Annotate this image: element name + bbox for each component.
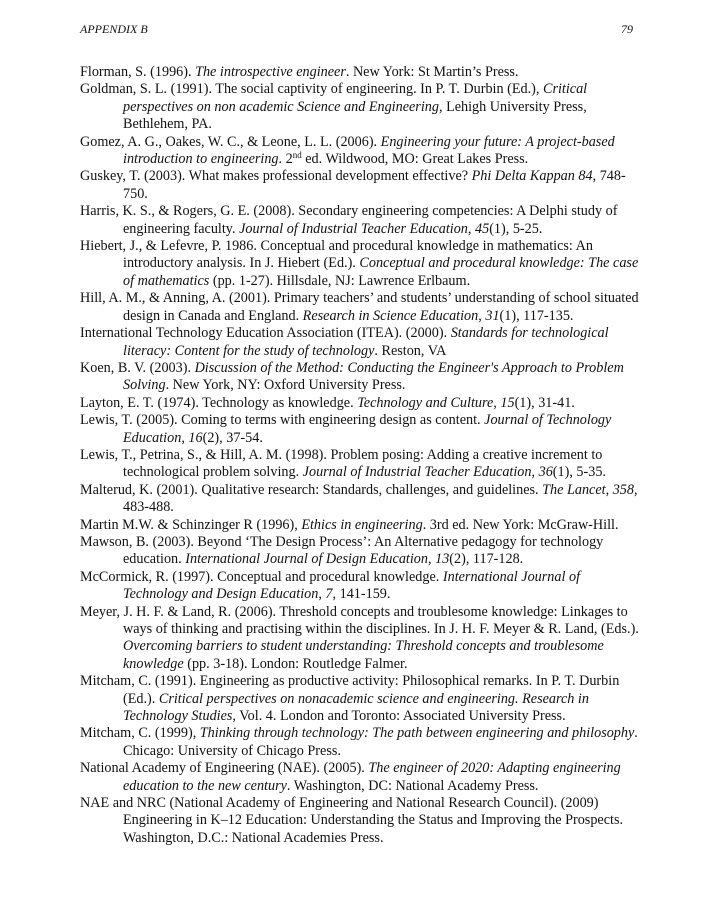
reference-italic: Critical perspectives on nonacademic science and engineering. Research in Technology Studies (123, 690, 589, 725)
reference-text: Mitcham, C. (1999), (80, 725, 200, 742)
reference-text: , 483-488. (123, 481, 638, 516)
reference-text: (pp. 3-18). London: Routledge Falmer. (183, 655, 408, 672)
reference-entry (80, 447, 640, 482)
reference-text: Malterud, K. (2001). Qualitative research: Standards, challenges, and guidelines. (80, 481, 543, 498)
reference-text: , (493, 394, 501, 411)
reference-text: Goldman, S. L. (1991). The social captivity of engineering. In P. T. Durbin (Ed.), (80, 81, 543, 98)
reference-text: Harris, K. S., & Rogers, G. E. (2008). Secondary engineering competencies: A Delphi study of engineering faculty. (80, 203, 618, 237)
reference-entry (80, 64, 640, 81)
reference-text: Hiebert, J., & Lefevre, P. 1986. Conceptual and procedural knowledge in mathematics: An introductory analysis. In J. Hiebert (Ed.). (80, 238, 593, 272)
reference-text: , 748-750. (123, 168, 626, 202)
reference-text: . New York, NY: Oxford University Press. (165, 377, 406, 394)
reference-entry (80, 81, 640, 133)
reference-text: . Reston, VA (374, 342, 447, 359)
reference-superscript: nd (292, 150, 302, 161)
reference-text: , Lehigh University Press, Bethlehem, PA. (123, 98, 587, 133)
reference-text: Meyer, J. H. F. & Land, R. (2006). Threshold concepts and troublesome knowledge: Linkages to ways of thinking and practising within the disciplines. In J. H. F. Meyer & R. Land, (Eds.). (80, 603, 639, 637)
reference-italic: Technology and Culture (357, 394, 494, 411)
reference-entry (80, 395, 640, 412)
reference-text: , (531, 464, 539, 481)
reference-text: , (428, 551, 436, 568)
reference-text: , (318, 586, 326, 603)
reference-text: McCormick, R. (1997). Conceptual and procedural knowledge. (80, 568, 443, 585)
reference-text: Lewis, T. (2005). Coming to terms with engineering design as content. (80, 412, 485, 429)
reference-italic: Journal of Industrial Teacher Education (302, 464, 532, 481)
reference-text: . Chicago: University of Chicago Press. (123, 725, 638, 759)
reference-entry (80, 673, 640, 725)
reference-text: (2), 117-128. (449, 551, 524, 568)
reference-entry (80, 412, 640, 447)
reference-text: Martin M.W. & Schinzinger R (1996), (80, 516, 302, 533)
reference-text: , (467, 220, 475, 237)
reference-italic: 7 (325, 586, 333, 603)
reference-italic: Discussion of the Method: Conducting the Engineer's Approach to Problem Solving (123, 359, 624, 394)
reference-entry (80, 534, 640, 569)
reference-entry (80, 360, 640, 395)
reference-entry (80, 203, 640, 238)
reference-italic: Conceptual and procedural knowledge: The case of mathematics (123, 255, 639, 289)
reference-text: , 141-159. (332, 586, 391, 603)
reference-italic: The introspective engineer (195, 64, 346, 80)
reference-italic: Critical perspectives on non academic Science and Engineering (123, 81, 588, 115)
reference-text: ed. Wildwood, MO: Great Lakes Press. (301, 151, 529, 168)
reference-italic: 13 (435, 551, 450, 568)
reference-italic: 45 (475, 220, 490, 237)
reference-italic: Ethics in engineering (301, 516, 423, 533)
reference-italic: 16 (188, 429, 203, 446)
reference-text: Guskey, T. (2003). What makes professional development effective? (80, 168, 472, 185)
reference-list (80, 64, 640, 847)
reference-italic: Engineering your future: A project-based introduction to engineering (123, 133, 615, 168)
reference-text: (1), 117-135. (499, 307, 574, 324)
reference-text: , Vol. 4. London and Toronto: Associated University Press. (232, 708, 566, 725)
reference-entry (80, 290, 640, 325)
reference-text: . 2 (278, 151, 293, 168)
reference-italic: Thinking through technology: The path between engineering and philosophy (199, 725, 635, 742)
reference-text: , (478, 307, 486, 324)
reference-text: Florman, S. (1996). (80, 64, 196, 80)
reference-entry (80, 725, 640, 760)
reference-text: Gomez, A. G., Oakes, W. C., & Leone, L. L. (2006). (80, 133, 381, 150)
reference-italic: International Journal of Technology and Design Education (123, 568, 581, 603)
reference-entry (80, 760, 640, 795)
reference-italic: The engineer of 2020: Adapting engineering education to the new century (123, 760, 621, 794)
reference-text: International Technology Education Association (ITEA). (2000). (80, 325, 451, 342)
reference-text: (2), 37-54. (202, 429, 263, 446)
reference-italic: Overcoming barriers to student understanding: Threshold concepts and troublesome knowledge (123, 638, 604, 672)
reference-text: Mawson, B. (2003). Beyond ‘The Design Process’: An Alternative pedagogy for technology education. (80, 533, 604, 568)
reference-entry (80, 517, 640, 534)
reference-text: Koen, B. V. (2003). (80, 359, 195, 376)
reference-entry (80, 604, 640, 674)
reference-text: (1), 5-25. (489, 220, 543, 237)
reference-italic: Journal of Industrial Teacher Education (239, 220, 468, 237)
reference-text: Layton, E. T. (1974). Technology as knowledge. (80, 394, 358, 411)
reference-text: , (181, 429, 189, 446)
reference-italic: The Lancet (542, 481, 606, 498)
reference-italic: 31 (485, 307, 500, 324)
reference-entry (80, 134, 640, 169)
reference-text: NAE and NRC (National Academy of Engineering and National Research Council). (2009) Engineering in K–12 Education: Understanding the Status and Improving the Prospects. Washington, D.C.: National Academies Press. (80, 795, 624, 846)
reference-entry (80, 482, 640, 517)
reference-italic: International Journal of Design Education (185, 551, 428, 568)
reference-text: . New York: St Martin’s Press. (345, 64, 519, 80)
reference-italic: 15 (500, 394, 515, 411)
reference-italic: 358 (612, 481, 634, 498)
reference-entry (80, 238, 640, 290)
reference-text: . 3rd ed. New York: McGraw-Hill. (422, 516, 619, 533)
reference-text: Lewis, T., Petrina, S., & Hill, A. M. (1998). Problem posing: Adding a creative increment to technological problem solving. (80, 446, 603, 481)
reference-text: National Academy of Engineering (NAE). (2005). (80, 760, 369, 777)
running-header (80, 22, 633, 38)
reference-italic: Journal of Technology Education (123, 412, 612, 446)
reference-italic: Research in Science Education (302, 307, 479, 324)
page-number: 79 (621, 22, 633, 36)
appendix-label: APPENDIX B (80, 22, 148, 36)
reference-italic: Phi Delta Kappan 84 (471, 168, 593, 185)
reference-text: (1), 5-35. (552, 464, 606, 481)
reference-text: Hill, A. M., & Anning, A. (2001). Primary teachers’ and students’ understanding of school situated design in Canada and England. (80, 290, 639, 324)
reference-italic: 36 (538, 464, 553, 481)
reference-entry (80, 168, 640, 203)
reference-entry (80, 569, 640, 604)
reference-entry (80, 325, 640, 360)
reference-text: Mitcham, C. (1991). Engineering as productive activity: Philosophical remarks. In P. T. Durbin (Ed.). (80, 673, 620, 707)
reference-text: . Washington, DC: National Academy Press. (286, 777, 539, 794)
reference-text: , (605, 481, 613, 498)
reference-text: (1), 31-41. (514, 394, 575, 411)
reference-text: (pp. 1-27). Hillsdale, NJ: Lawrence Erlbaum. (209, 272, 471, 289)
reference-italic: Standards for technological literacy: Content for the study of technology (123, 325, 609, 359)
reference-entry (80, 795, 640, 847)
